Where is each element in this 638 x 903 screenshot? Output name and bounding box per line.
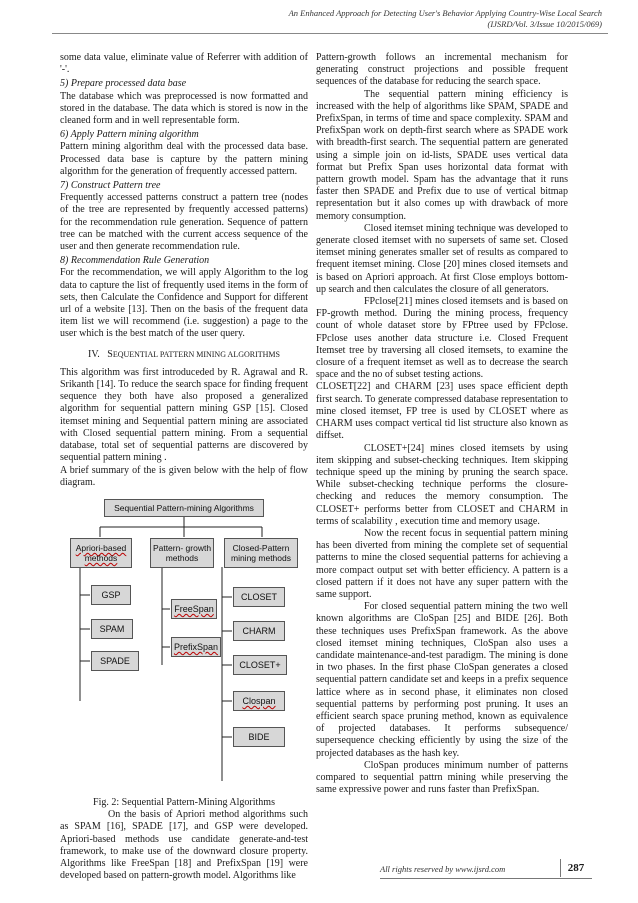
paragraph: The database which was preprocessed is now formatted and stored in the database. The data which is stored is now in the cleaned form and in well representable form.: [60, 90, 308, 127]
paragraph: Pattern mining algorithm deal with the processed data base. Processed data base is capture by the pattern mining algorithm for the generation of frequently accessed pattern.: [60, 141, 308, 177]
section-title-initial: S: [107, 348, 113, 360]
paragraph: CloSpan produces minimum number of patterns compared to sequential pattrn mining while preserving the same expressive power and runs faster than PrefixSpan.: [316, 759, 568, 796]
page-number: 287: [560, 859, 591, 877]
paragraph: Pattern-growth follows an incremental mechanism for generating construct projections and possible frequent sequences of the database for reducing the search space.: [316, 52, 568, 88]
right-column: [316, 52, 568, 796]
freespan-label: FreeSpan: [174, 603, 214, 614]
paragraph: CLOSET[22] and CHARM [23] uses space efficient depth first search. To generate compressed database representation to mine closed itemset, FP tree is used by CLOSET where as CHARM uses compact vertical tid list structure also known as diffset.: [316, 381, 568, 442]
paragraph: Now the recent focus in sequential pattern mining has been diverted from mining the complete set of sequential patterns to mine the closed sequential patterns for achieving a more compact output set with better efficiency. A pattern is a closed pattern if it does not have any super pattern with the same support.: [316, 527, 568, 600]
paragraph: Closed itemset mining technique was developed to generate closed itemset with no supersets of same set. Closed itemset mining generates smaller set of results as compared to frequent itemset mining. Close [20] mines closed itemsets and is based on Apriori approach. At first Close employs bottom-up search and then calculates the closure of all generators.: [316, 222, 568, 295]
paragraph: On the basis of Apriori method algorithms such as SPAM [16], SPADE [17], and GSP were developed. Apriori-based methods use candidate generate-and-test framework, to make use of the downward closure property. Algorithms like FreeSpan [18] and PrefixSpan [19] were developed based on pattern-growth model. Algorithms like: [60, 809, 308, 882]
closet-node: CLOSET: [233, 587, 285, 607]
prefixspan-node: [171, 637, 221, 657]
paragraph: This algorithm was first introduceded by R. Agrawal and R. Srikanth [14]. To reduce the search space for finding frequent sequence they both have also proposed a generalized algorithm for sequential pattern mining GSP [15]. Closed itemset mining and Sequential pattern mining are associated with Closed sequential pattern mining. From a sequential database, total set of sequential patterns are discovered by sequential pattern mining .: [60, 366, 308, 464]
subheading: 8) Recommendation Rule Generation: [60, 255, 210, 267]
paragraph: For closed sequential pattern mining the two well known algorithms are CloSpan [25] and BIDE [26]. Both these techniques uses PrefixSpan framework. As the above closed itemset mining techniques, CloSpan also uses a candidate maintenance-and-test paradigm. The mining is done in two phases. In the first phase CloSpan generates a closed sequential pattern candidate set and keeps in a prefix sequence lattice where as in second phase, it eliminates non closed sequential patterns by performing post pruning. It uses an efficient search space pruning method, known as equivalence of projected databases. It performs subsequence/ supersequence checking efficiently by using the size of the projected databases as the hash key.: [316, 601, 568, 759]
paragraph: Frequently accessed patterns construct a pattern tree (nodes of the tree are represented by frequently accessed patterns) for the recommendation rule generation. Sequence of pattern tree can be matched with the current access sequence of the user and then generate recommendation rule.: [60, 192, 308, 253]
section-number: IV.: [87, 348, 100, 360]
paragraph: FPclose[21] mines closed itemsets and is based on FP-growth method. During the mining process, frequency count of whole dataset store by FPtree used by FPclose. FPclose uses another data structure i.e. Closed Frequent Itemset tree by traversing all closed itemsets, to examine the closure of a frequent itemset as well as to decrease the search space and the no of subset testing actions.: [316, 296, 568, 381]
left-column: [60, 52, 308, 882]
section-heading: [60, 349, 308, 361]
root-node: Sequential Pattern-mining Algorithms: [104, 499, 264, 517]
header-journal: (IJSRD/Vol. 3/Issue 10/2015/069): [487, 19, 602, 29]
charm-node: CHARM: [233, 621, 285, 641]
clospan-label: Clospan: [242, 695, 276, 706]
prefixspan-label: PrefixSpan: [173, 641, 219, 652]
header-title: An Enhanced Approach for Detecting User's Behavior Applying Country-Wise Local Search: [288, 8, 602, 18]
header-rule: [52, 33, 608, 34]
running-header: [289, 8, 602, 30]
footer-rights: All rights reserved by www.ijsrd.com: [380, 864, 506, 874]
flow-diagram: [60, 495, 308, 795]
spam-node: SPAM: [91, 619, 133, 639]
apriori-node: [70, 538, 132, 568]
subheading: 6) Apply Pattern mining algorithm: [60, 129, 199, 141]
paragraph: For the recommendation, we will apply Algorithm to the log data to capture the list of frequently used items in the form of sets, then Calculate the Confidence and Support for different url of a website [13]. Then on the basis of the frequent data item list we will recommend (i.e. suggestion) a page to the user which is the best match of the user query.: [60, 267, 308, 340]
spade-node: SPADE: [91, 651, 139, 671]
bide-node: BIDE: [233, 727, 285, 747]
paragraph: The sequential pattern mining efficiency is increased with the help of algorithms like SPAM, SPADE and PrefixSpan, in terms of time and space complexity. SPAM and PrefixSpan work on depth-first search where as SPADE work with breadth-first search. The sequential pattern are generated using a simple join on id-lists, SPADE uses vertical data format but Prefix Span uses horizontal data format with pattern growth model. Spam has the advantage that it runs faster then SPADE and Prefix due to use of vertical bitmap representation but it also comes up with drawback of more memory consumption.: [316, 88, 568, 222]
closed-pattern-node: Closed-Pattern mining methods: [224, 538, 298, 568]
clospan-node: [233, 691, 285, 711]
pattern-growth-node: Pattern- growth methods: [150, 538, 214, 568]
closet-plus-node: CLOSET+: [233, 655, 287, 675]
paragraph: some data value, eliminate value of Referrer with addition of '-'.: [60, 52, 308, 76]
paragraph: A brief summary of the is given below with the help of flow diagram.: [60, 464, 308, 488]
gsp-node: GSP: [91, 585, 131, 605]
paragraph: CLOSET+[24] mines closed itemsets by using item skipping and subset-checking techniques. Item skipping technique speed up the mining by pruning the search space. While subset-checking technique performs the closure-checking and reduces the memory consumption. The CLOSET+ performs better from CLOSET and CHARM in terms of scalability , execution time and memory usage.: [316, 442, 568, 527]
subheading: 5) Prepare processed data base: [60, 78, 187, 90]
freespan-node: [171, 599, 217, 619]
footer-rule: [380, 878, 592, 879]
subheading: 7) Construct Pattern tree: [60, 180, 161, 192]
figure-caption: Fig. 2: Sequential Pattern-Mining Algorithms: [93, 796, 275, 808]
section-title-rest: EQUENTIAL PATTERN MINING ALGORITHMS: [112, 349, 280, 359]
apriori-label: Apriori-based methods: [75, 542, 127, 563]
